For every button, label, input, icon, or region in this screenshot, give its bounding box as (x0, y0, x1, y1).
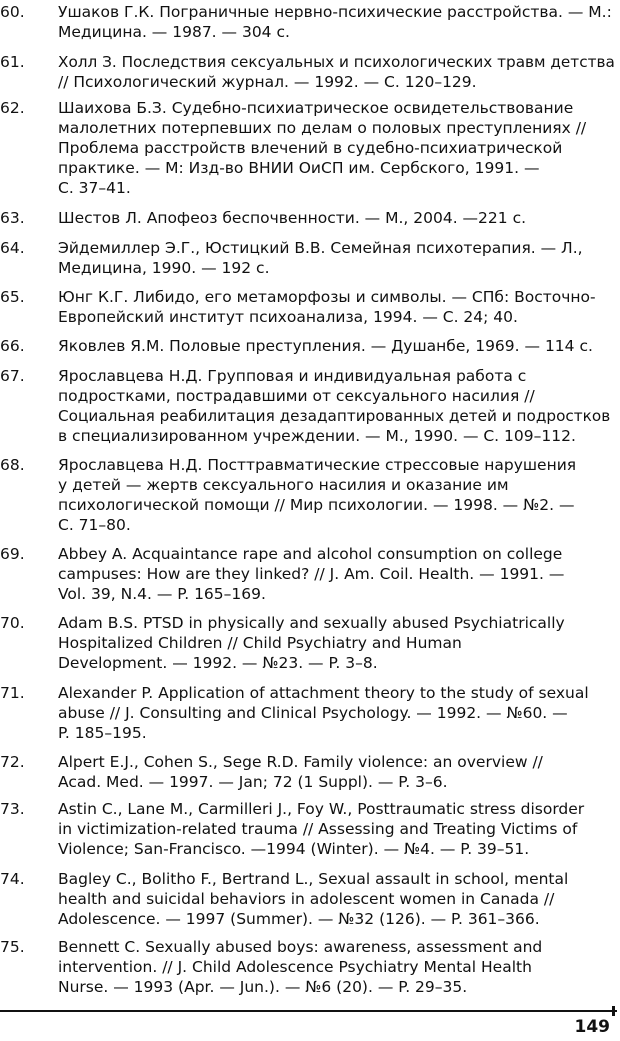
reference-number: 66. (0, 337, 25, 355)
reference-number: 73. (0, 800, 25, 818)
footer-rule (0, 1010, 617, 1012)
reference-number: 70. (0, 614, 25, 632)
reference-number: 61. (0, 53, 25, 71)
reference-number: 67. (0, 367, 25, 385)
reference-number: 69. (0, 545, 25, 563)
reference-text: Яковлев Я.М. Половые преступления. — Душанбе, 1969. — 114 с. (58, 337, 593, 355)
reference-number: 71. (0, 684, 25, 702)
reference-text: Шаихова Б.З. Судебно-психиатрическое освидетельствование малолетних потерпевших по делам о половых преступлениях // Проблема расстройств влечений в судебно-психиатрической практике. — М: Изд-во ВНИИ ОиСП им. Сербского, 1991. — С. 37–41. (58, 99, 587, 197)
reference-text: Ярославцева Н.Д. Посттравматические стрессовые нарушения у детей — жертв сексуального насилия и оказание им психологической помощи // Мир психологии. — 1998. — №2. — С. 71–80. (58, 456, 577, 534)
reference-number: 62. (0, 99, 25, 117)
reference-number: 75. (0, 938, 25, 956)
reference-text: Alexander P. Application of attachment theory to the study of sexual abuse // J. Consulting and Clinical Psychology. — 1992. — №60. — P. 185–195. (58, 684, 589, 742)
footer-rule-end-mark (612, 1006, 615, 1016)
reference-text: Bagley C., Bolitho F., Bertrand L., Sexual assault in school, mental health and suicidal behaviors in adolescent women in Canada // Adolescence. — 1997 (Summer). — №32 (126). — P. 361–366. (58, 870, 569, 928)
reference-text: Astin C., Lane M., Carmilleri J., Foy W., Posttraumatic stress disorder in victimization-related trauma // Assessing and Treating Victims of Violence; San-Francisco. —1994 (Winter). — №4. — P. 39–51. (58, 800, 585, 858)
reference-text: Ушаков Г.К. Пограничные нервно-психические расстройства. — М.: Медицина. — 1987. — 304 с. (58, 3, 612, 41)
reference-text: Adam B.S. PTSD in physically and sexually abused Psychiatrically Hospitalized Children // Child Psychiatry and Human Development. — 1992. — №23. — P. 3–8. (58, 614, 565, 672)
reference-text: Bennett C. Sexually abused boys: awareness, assessment and intervention. // J. Child Adolescence Psychiatry Mental Health Nurse. — 1993 (Apr. — Jun.). — №6 (20). — P. 29–35. (58, 938, 543, 996)
reference-number: 63. (0, 209, 25, 227)
reference-text: Ярославцева Н.Д. Групповая и индивидуальная работа с подростками, пострадавшими от сексуального насилия // Социальная реабилитация дезадаптированных детей и подростков в специализированном учреждении. — М., 1990. — С. 109–112. (58, 367, 611, 445)
reference-number: 74. (0, 870, 25, 888)
reference-number: 64. (0, 239, 25, 257)
reference-text: Холл З. Последствия сексуальных и психологических травм детства // Психологический журнал. — 1992. — С. 120–129. (58, 53, 615, 91)
reference-number: 68. (0, 456, 25, 474)
reference-text: Alpert E.J., Cohen S., Sege R.D. Family violence: an overview // Acad. Med. — 1997. — Jan; 72 (1 Suppl). — P. 3–6. (58, 753, 543, 791)
reference-number: 65. (0, 288, 25, 306)
reference-number: 72. (0, 753, 25, 771)
reference-text: Юнг К.Г. Либидо, его метаморфозы и символы. — СПб: Восточно- Европейский институт психоанализа, 1994. — С. 24; 40. (58, 288, 596, 326)
reference-text: Эйдемиллер Э.Г., Юстицкий В.В. Семейная психотерапия. — Л., Медицина, 1990. — 192 с. (58, 239, 583, 277)
reference-text: Abbey A. Acquaintance rape and alcohol consumption on college campuses: How are they linked? // J. Am. Coil. Health. — 1991. — Vol. 39, N.4. — P. 165–169. (58, 545, 565, 603)
reference-text: Шестов Л. Апофеоз беспочвенности. — М., 2004. —221 с. (58, 209, 527, 227)
page-number: 149 (574, 1017, 610, 1037)
reference-number: 60. (0, 3, 25, 21)
